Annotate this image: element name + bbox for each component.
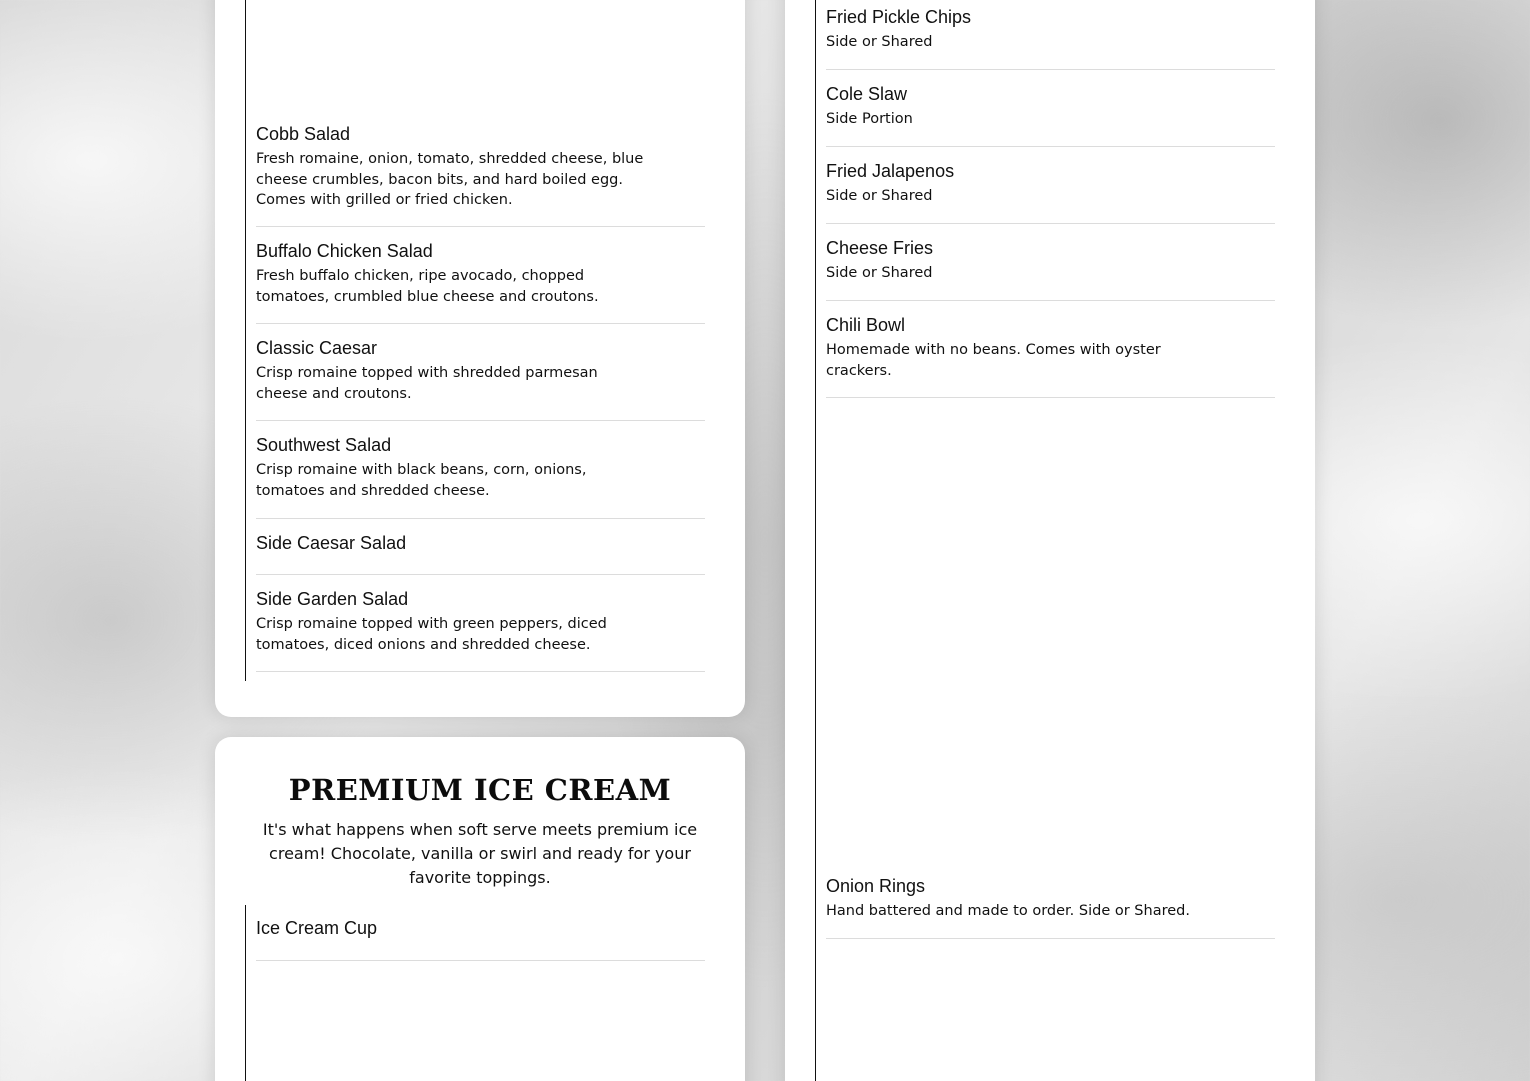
item-description: Fresh buffalo chicken, ripe avocado, chopped tomatoes, crumbled blue cheese and croutons. <box>256 268 599 305</box>
menu-item-side-caesar-salad[interactable] <box>256 532 705 575</box>
menu-item-ice-cream-cup[interactable] <box>256 917 705 961</box>
menu-item-classic-caesar[interactable] <box>256 337 705 421</box>
item-name: Classic Caesar <box>256 338 378 358</box>
item-description: Fresh romaine, onion, tomato, shredded cheese, blue cheese crumbles, bacon bits, and hard boiled egg. Comes with grilled or fried chicken. <box>256 151 644 208</box>
item-name: Side Garden Salad <box>256 589 409 609</box>
item-description: Crisp romaine with black beans, corn, onions, tomatoes and shredded cheese. <box>256 462 587 499</box>
item-name: Cobb Salad <box>256 124 351 144</box>
section-title: PREMIUM ICE CREAM <box>288 773 672 807</box>
item-name: Fried Pickle Chips <box>826 7 972 27</box>
menu-item-fried-pickle-chips[interactable] <box>826 6 1275 70</box>
item-name: Cheese Fries <box>826 238 934 258</box>
ice-cream-card <box>215 737 745 1081</box>
item-name: Southwest Salad <box>256 435 392 455</box>
item-description: Side or Shared <box>826 188 933 204</box>
item-description: Homemade with no beans. Comes with oyster crackers. <box>826 342 1161 379</box>
item-name: Fried Jalapenos <box>826 161 955 181</box>
sides-divider-line <box>815 0 816 1081</box>
menu-item-fried-jalapenos[interactable] <box>826 160 1275 224</box>
item-description: Side Portion <box>826 111 913 127</box>
item-name: Chili Bowl <box>826 315 906 335</box>
item-description: Hand battered and made to order. Side or Shared. <box>826 903 1190 919</box>
item-description: Crisp romaine topped with green peppers, diced tomatoes, diced onions and shredded cheese. <box>256 616 607 653</box>
menu-item-cheese-fries[interactable] <box>826 237 1275 301</box>
item-description: Side or Shared <box>826 34 933 50</box>
item-description: Side or Shared <box>826 265 933 281</box>
menu-item-onion-rings[interactable] <box>826 875 1275 939</box>
menu-item-cobb-salad[interactable] <box>256 123 705 227</box>
menu-item-side-garden-salad[interactable] <box>256 588 705 672</box>
item-description: Crisp romaine topped with shredded parmesan cheese and croutons. <box>256 365 598 402</box>
salads-card <box>215 0 745 717</box>
menu-item-southwest-salad[interactable] <box>256 434 705 519</box>
menu-item-cole-slaw[interactable] <box>826 83 1275 147</box>
sides-card <box>785 0 1315 1081</box>
item-name: Ice Cream Cup <box>256 918 378 938</box>
menu-item-chili-bowl[interactable] <box>826 314 1275 398</box>
section-description: It's what happens when soft serve meets premium ice cream! Chocolate, vanilla or swirl and ready for your favorite toppings. <box>262 820 698 887</box>
menu-item-buffalo-chicken-salad[interactable] <box>256 240 705 324</box>
salads-divider-line <box>245 0 246 681</box>
item-name: Side Caesar Salad <box>256 533 407 553</box>
ice-cream-divider-line <box>245 905 246 1081</box>
item-name: Cole Slaw <box>826 84 908 104</box>
item-name: Onion Rings <box>826 876 926 896</box>
item-name: Buffalo Chicken Salad <box>256 241 433 261</box>
